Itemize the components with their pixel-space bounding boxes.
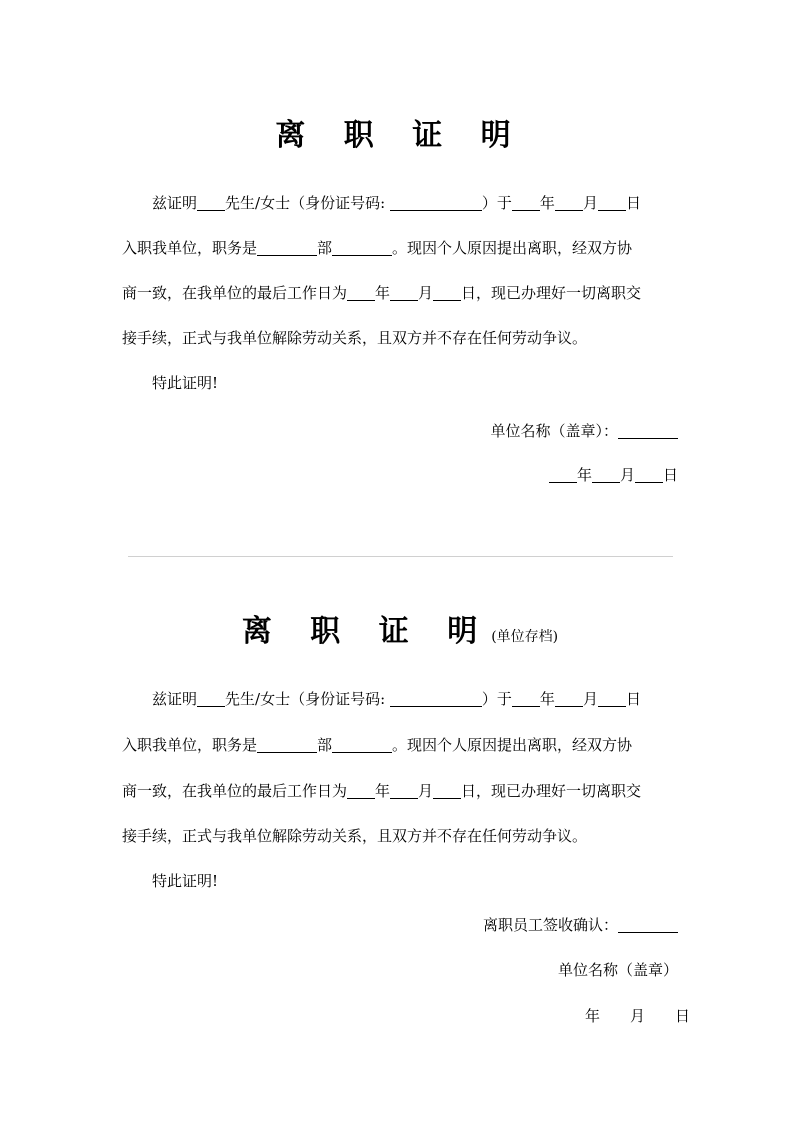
- entry-day-blank[interactable]: [598, 194, 626, 211]
- department-blank[interactable]: [332, 239, 392, 256]
- name-blank[interactable]: [197, 194, 225, 211]
- doc1-paragraph-line-2: 入职我单位，职务是 部 。现因个人原因提出离职，经双方协: [122, 239, 633, 257]
- name-blank[interactable]: [197, 690, 225, 707]
- last-year-blank[interactable]: [347, 782, 375, 799]
- sign-year-blank[interactable]: [549, 466, 577, 483]
- employee-sign-blank[interactable]: [618, 916, 678, 933]
- last-day-blank[interactable]: [433, 284, 461, 301]
- entry-month-blank[interactable]: [555, 194, 583, 211]
- last-day-blank[interactable]: [433, 782, 461, 799]
- doc1-title: 离 职 证 明: [275, 118, 525, 153]
- doc1-company-stamp-line: 单位名称（盖章）：: [490, 420, 678, 442]
- doc2-certification-text: 特此证明!: [152, 872, 219, 890]
- position-blank[interactable]: [257, 239, 317, 256]
- doc1-paragraph-line-3: 商一致，在我单位的最后工作日为 年 月 日，现已办理好一切离职交: [122, 284, 642, 302]
- id-number-blank[interactable]: [390, 690, 482, 707]
- doc1-certification-text: 特此证明!: [152, 374, 219, 392]
- company-stamp-blank[interactable]: [618, 422, 678, 439]
- doc2-paragraph-line-2: 入职我单位，职务是 部 。现因个人原因提出离职，经双方协: [122, 736, 633, 754]
- sign-day-blank[interactable]: [635, 466, 663, 483]
- doc2-subtitle: (单位存档): [491, 629, 559, 645]
- entry-month-blank[interactable]: [555, 690, 583, 707]
- last-month-blank[interactable]: [390, 782, 418, 799]
- last-year-blank[interactable]: [347, 284, 375, 301]
- id-number-blank[interactable]: [390, 194, 482, 211]
- section-divider: [128, 556, 673, 557]
- doc2-title: 离 职 证 明(单位存档): [241, 614, 559, 649]
- doc1-paragraph-line-4: 接手续，正式与我单位解除劳动关系，且双方并不存在任何劳动争议。: [122, 329, 588, 347]
- entry-day-blank[interactable]: [598, 690, 626, 707]
- doc2-company-stamp-line: 单位名称（盖章）: [557, 961, 678, 979]
- department-blank[interactable]: [332, 736, 392, 753]
- doc1-paragraph-line-1: 兹证明 先生/女士（身份证号码: ）于 年 月 日: [152, 194, 641, 212]
- entry-year-blank[interactable]: [512, 690, 540, 707]
- position-blank[interactable]: [257, 736, 317, 753]
- doc2-employee-sign-line: 离职员工签收确认：: [483, 914, 678, 936]
- doc1-date-line: 年 月 日: [549, 464, 678, 486]
- entry-year-blank[interactable]: [512, 194, 540, 211]
- sign-month-blank[interactable]: [592, 466, 620, 483]
- doc2-paragraph-line-4: 接手续，正式与我单位解除劳动关系，且双方并不存在任何劳动争议。: [122, 827, 588, 845]
- doc2-paragraph-line-3: 商一致，在我单位的最后工作日为 年 月 日，现已办理好一切离职交: [122, 782, 642, 800]
- last-month-blank[interactable]: [390, 284, 418, 301]
- doc2-date-line: 年 月 日: [584, 1007, 690, 1025]
- doc2-paragraph-line-1: 兹证明 先生/女士（身份证号码: ）于 年 月 日: [152, 690, 641, 708]
